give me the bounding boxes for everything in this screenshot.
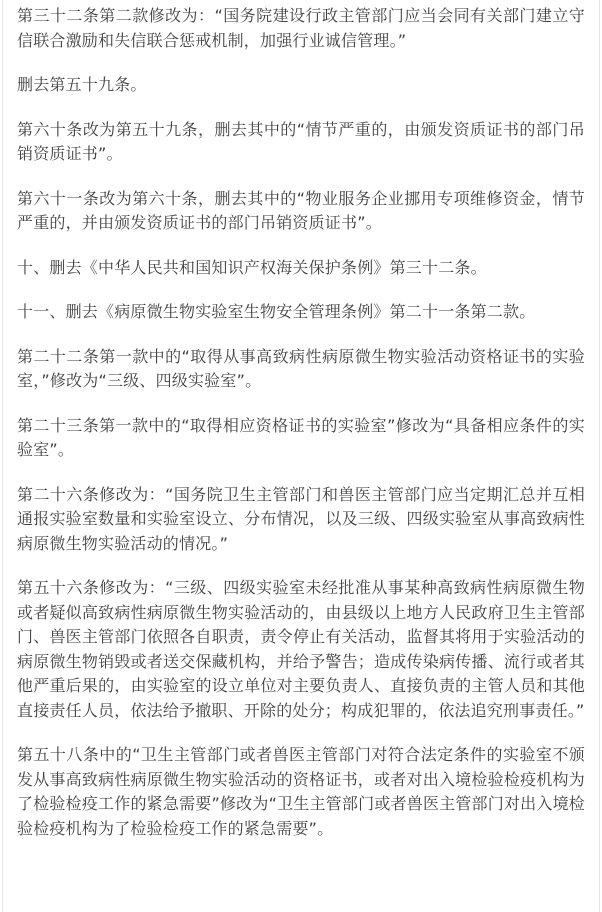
- paragraph-article-56-amendment: 第五十六条修改为：“三级、四级实验室未经批准从事某种高致病性病原微生物或者疑似高致病性病原微生物实验活动的，由县级以上地方人民政府卫生主管部门、兽医主管部门依照各自职责，责令停止有关活动，监督其将用于实验活动的病原微生物销毁或者送交保藏机构，并给予警告；造成传染病传播、流行或者其他严重后果的，由实验室的设立单位对主要负责人、直接负责的主管人员和其他直接责任人员，依法给予撤职、开除的处分；构成犯罪的，依法追究刑事责任。”: [17, 578, 585, 720]
- paragraph-article-26-amendment: 第二十六条修改为：“国务院卫生主管部门和兽医主管部门应当定期汇总并互相通报实验室数量和实验室设立、分布情况，以及三级、四级实验室从事高致病性病原微生物实验活动的情况。”: [17, 484, 585, 553]
- page-border-left: [2, 0, 3, 912]
- paragraph-article-32-amendment: 第三十二条第二款修改为：“国务院建设行政主管部门应当会同有关部门建立守信联合激励和失信联合惩戒机制，加强行业诚信管理。”: [17, 6, 585, 50]
- page-border-right: [599, 0, 600, 912]
- paragraph-article-22-amendment: 第二十二条第一款中的“取得从事高致病性病原微生物实验活动资格证书的实验室，”修改为“三级、四级实验室”。: [17, 346, 585, 390]
- paragraph-item-11: 十一、删去《病原微生物实验室生物安全管理条例》第二十一条第二款。: [17, 302, 536, 321]
- paragraph-article-60-renumber: 第六十条改为第五十九条，删去其中的“情节严重的，由颁发资质证书的部门吊销资质证书”。: [17, 119, 585, 163]
- paragraph-article-61-renumber: 第六十一条改为第六十条，删去其中的“物业服务企业挪用专项维修资金，情节严重的，并由颁发资质证书的部门吊销资质证书”。: [17, 188, 585, 232]
- paragraph-article-58-amendment: 第五十八条中的“卫生主管部门或者兽医主管部门对符合法定条件的实验室不颁发从事高致病性病原微生物实验活动的资格证书，或者对出入境检验检疫机构为了检验检疫工作的紧急需要”修改为“卫生主管部门或者兽医主管部门对出入境检验检疫机构为了检验检疫工作的紧急需要”。: [17, 745, 585, 838]
- paragraph-item-10: 十、删去《中华人民共和国知识产权海关保护条例》第三十二条。: [17, 257, 487, 277]
- paragraph-article-23-amendment: 第二十三条第一款中的“取得相应资格证书的实验室”修改为“具备相应条件的实验室”。: [17, 415, 585, 459]
- paragraph-delete-article-59: 删去第五十九条。: [17, 75, 147, 94]
